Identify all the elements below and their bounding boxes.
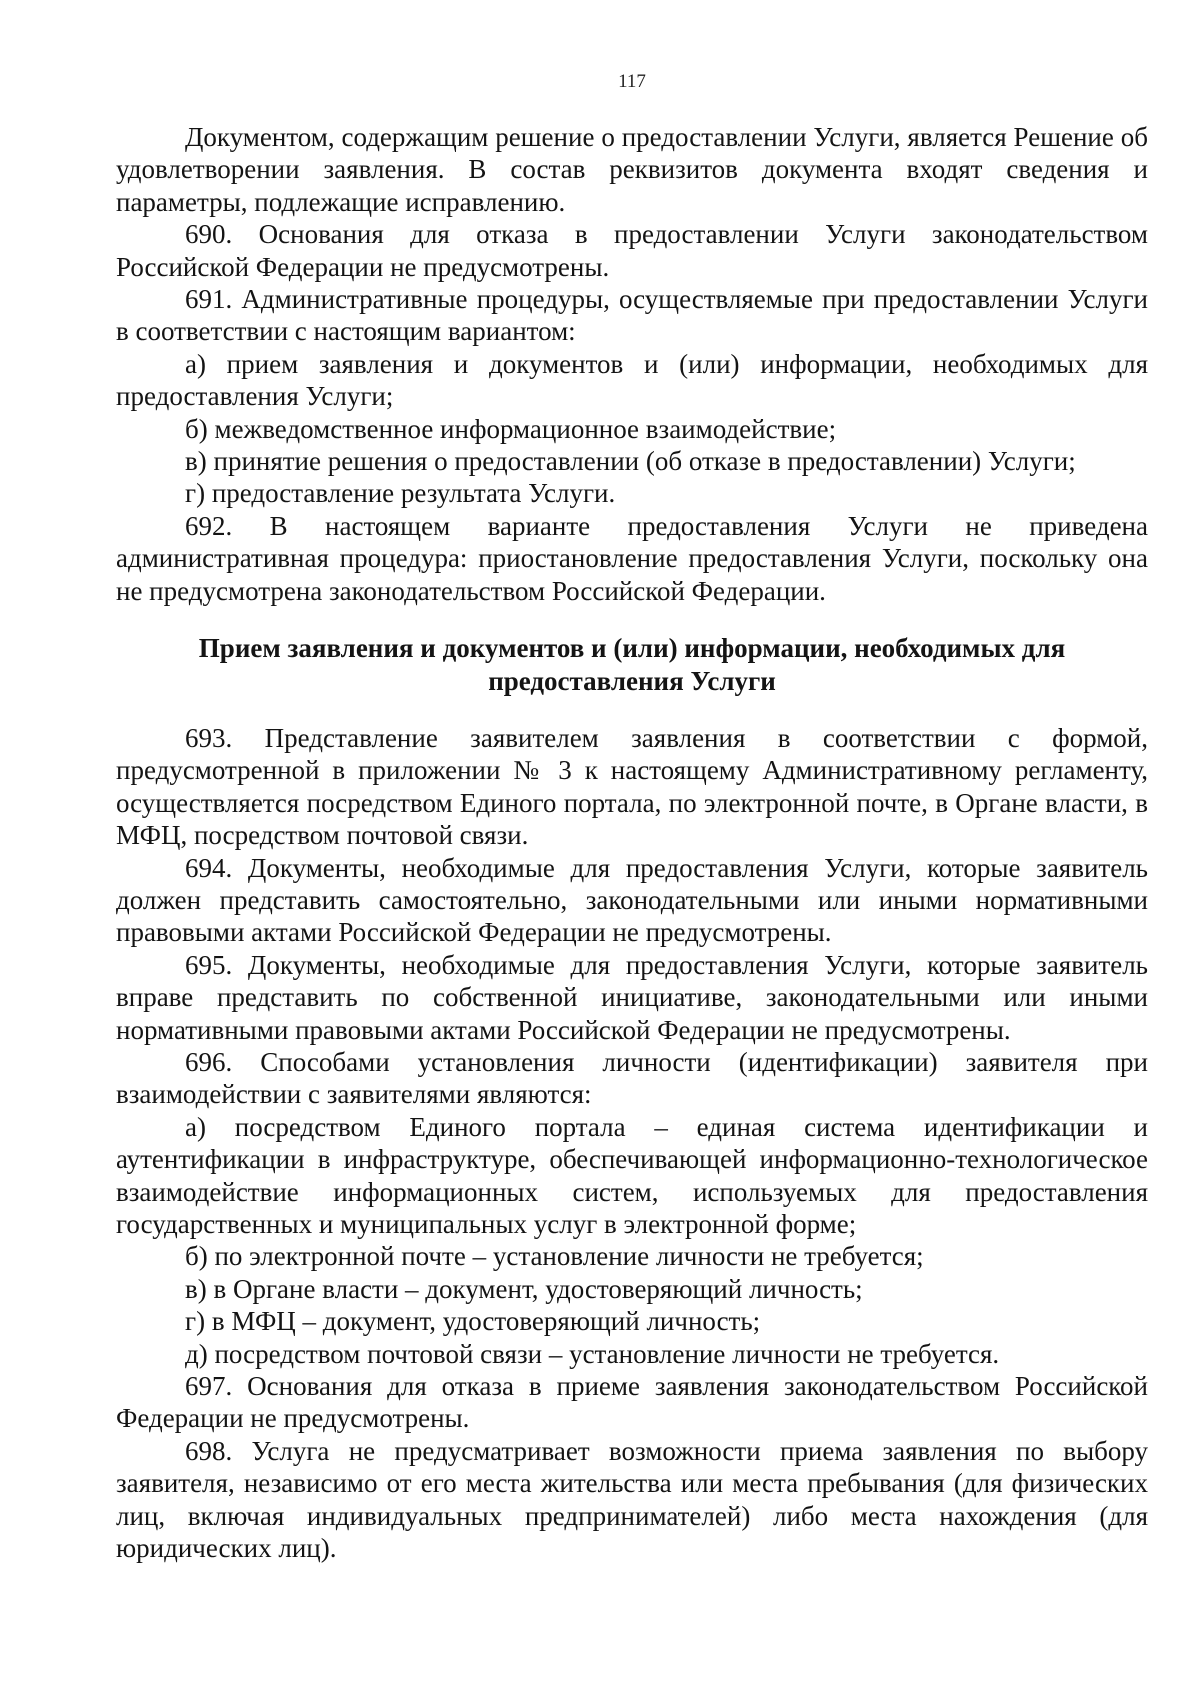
list-item-696-a: а) посредством Единого портала – единая система идентификации и аутентификации в инфраструктуре, обеспечивающей информационно-технологическое взаимодействие информационных систем, используемых для предоставления государственных и муниципальных услуг в электронной форме; [116, 1111, 1148, 1239]
list-item-696-d: д) посредством почтовой связи – установление личности не требуется. [185, 1338, 1000, 1369]
paragraph-692: 692. В настоящем варианте предоставления Услуги не приведена административная процедура: приостановление предоставления Услуги, поскольку она не предусмотрена законодательством Российской Федерации. [116, 510, 1148, 606]
list-item-696-b: б) по электронной почте – установление личности не требуется; [185, 1241, 924, 1272]
paragraph-694: 694. Документы, необходимые для предоставления Услуги, которые заявитель должен представить самостоятельно, законодательными или иными нормативными правовыми актами Российской Федерации не предусмотрены. [116, 852, 1148, 948]
list-item-691-g: г) предоставление результата Услуги. [185, 478, 616, 509]
paragraph-698: 698. Услуга не предусматривает возможности приема заявления по выбору заявителя, независимо от его места жительства или места пребывания (для физических лиц, включая индивидуальных предпринимателей) либо места нахождения (для юридических лиц). [116, 1435, 1148, 1564]
paragraph-697: 697. Основания для отказа в приеме заявления законодательством Российской Федерации не предусмотрены. [116, 1371, 1148, 1434]
list-item-696-v: в) в Органе власти – документ, удостоверяющий личность; [185, 1273, 863, 1304]
section-heading: Прием заявления и документов и (или) информации, необходимых для предоставления Услуги [198, 633, 1066, 696]
paragraph-result-document: Документом, содержащим решение о предоставлении Услуги, является Решение об удовлетворении заявления. В состав реквизитов документа входят сведения и параметры, подлежащие исправлению. [116, 122, 1148, 217]
paragraph-695: 695. Документы, необходимые для предоставления Услуги, которые заявитель вправе представить по собственной инициативе, законодательными или иными нормативными правовыми актами Российской Федерации не предусмотрены. [116, 949, 1148, 1045]
list-item-691-a: а) прием заявления и документов и (или) информации, необходимых для предоставления Услуги; [116, 348, 1148, 412]
list-item-691-v: в) принятие решения о предоставлении (об отказе в предоставлении) Услуги; [185, 446, 1076, 477]
list-item-696-g: г) в МФЦ – документ, удостоверяющий личность; [185, 1306, 761, 1337]
page-number: 117 [618, 71, 646, 92]
paragraph-690: 690. Основания для отказа в предоставлении Услуги законодательством Российской Федерации не предусмотрены. [116, 219, 1148, 282]
list-item-691-b: б) межведомственное информационное взаимодействие; [185, 413, 837, 444]
paragraph-693: 693. Представление заявителем заявления в соответствии с формой, предусмотренной в приложении № 3 к настоящему Административному регламенту, осуществляется посредством Единого портала, по электронной почте, в Органе власти, в МФЦ, посредством почтовой связи. [116, 722, 1148, 851]
paragraph-691: 691. Административные процедуры, осуществляемые при предоставлении Услуги в соответствии с настоящим вариантом: [116, 284, 1148, 347]
document-body [116, 121, 1148, 1564]
paragraph-696: 696. Способами установления личности (идентификации) заявителя при взаимодействии с заявителями являются: [116, 1046, 1148, 1110]
